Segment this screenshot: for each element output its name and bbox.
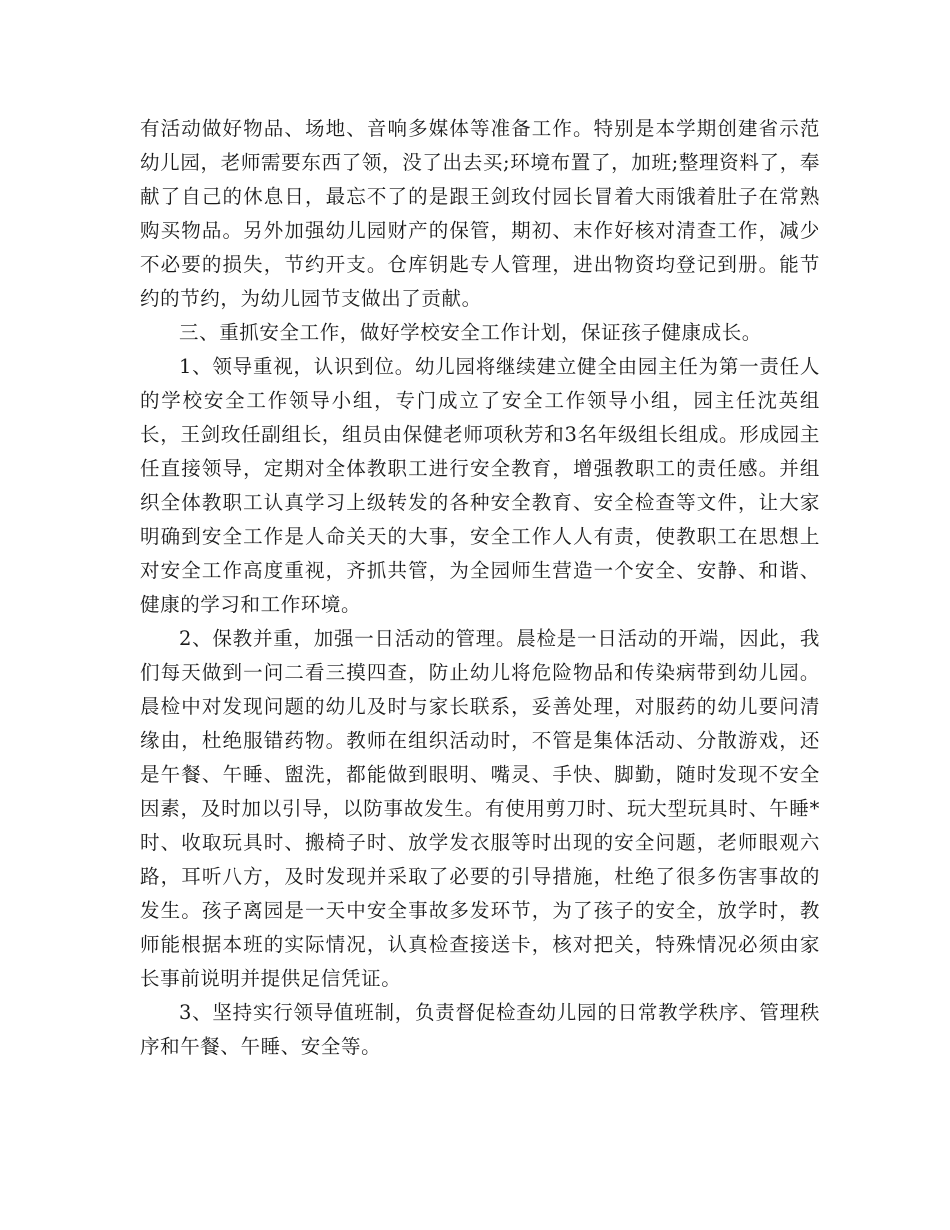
- paragraph-daily-activities: 2、保教并重，加强一日活动的管理。晨检是一日活动的开端，因此，我们每天做到一问二看三摸四查，防止幼儿将危险物品和传染病带到幼儿园。晨检中对发现问题的幼儿及时与家长联系，妥善处理，对服药的幼儿要问清缘由，杜绝服错药物。教师在组织活动时，不管是集体活动、分散游戏，还是午餐、午睡、盥洗，都能做到眼明、嘴灵、手快、脚勤，随时发现不安全因素，及时加以引导，以防事故发生。有使用剪刀时、玩大型玩具时、午睡*时、收取玩具时、搬椅子时、放学发衣服等时出现的安全问题，老师眼观六路，耳听八方，及时发现并采取了必要的引导措施，杜绝了很多伤害事故的发生。孩子离园是一天中安全事故多发环节，为了孩子的安全，放学时，教师能根据本班的实际情况，认真检查接送卡，核对把关，特殊情况必须由家长事前说明并提供足信凭证。: [140, 627, 820, 990]
- section-heading-safety: 三、重抓安全工作，做好学校安全工作计划，保证孩子健康成长。: [179, 321, 762, 344]
- document-body: [140, 112, 820, 1064]
- paragraph-duty-system: 3、坚持实行领导值班制，负责督促检查幼儿园的日常教学秩序、管理秩序和午餐、午睡、安全等。: [140, 1001, 820, 1058]
- paragraph-continuation: 有活动做好物品、场地、音响多媒体等准备工作。特别是本学期创建省示范幼儿园，老师需要东西了领，没了出去买;环境布置了，加班;整理资料了，奉献了自己的休息日，最忘不了的是跟王剑玫付园长冒着大雨饿着肚子在常熟购买物品。另外加强幼儿园财产的保管，期初、末作好核对清查工作，减少不必要的损失，节约开支。仓库钥匙专人管理，进出物资均登记到册。能节约的节约，为幼儿园节支做出了贡献。: [140, 117, 820, 310]
- paragraph-leadership: 1、领导重视，认识到位。幼儿园将继续建立健全由园主任为第一责任人的学校安全工作领导小组，专门成立了安全工作领导小组，园主任沈英组长，王剑玫任副组长，组员由保健老师项秋芳和3名年级组长组成。形成园主任直接领导，定期对全体教职工进行安全教育，增强教职工的责任感。并组织全体教职工认真学习上级转发的各种安全教育、安全检查等文件，让大家明确到安全工作是人命关天的大事，安全工作人人有责，使教职工在思想上对安全工作高度重视，齐抓共管，为全园师生营造一个安全、安静、和谐、健康的学习和工作环境。: [140, 355, 820, 616]
